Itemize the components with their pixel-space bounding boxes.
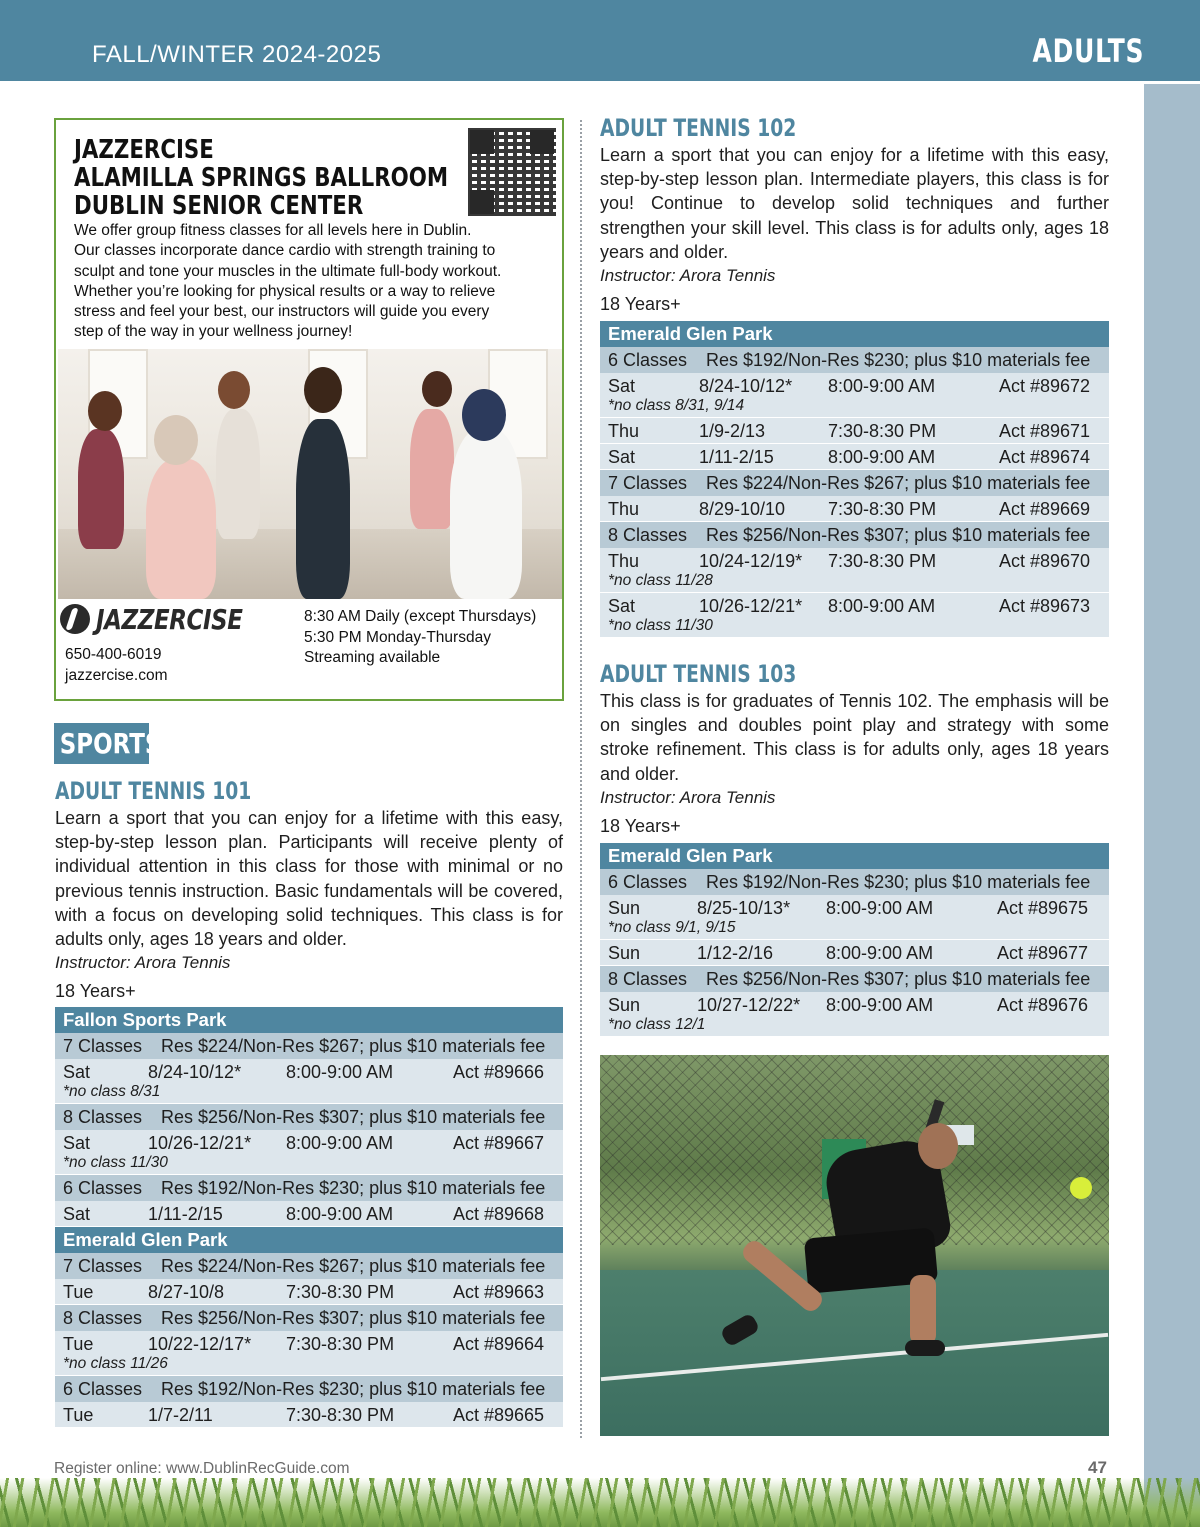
class-day: Sat xyxy=(608,447,636,467)
fee-text: Res $224/Non-Res $267; plus $10 materials fee xyxy=(161,1256,546,1276)
class-day: Sat xyxy=(63,1133,91,1153)
fee-row xyxy=(55,1376,563,1402)
season-label: FALL/WINTER 2024-2025 xyxy=(92,41,382,68)
class-dates: 1/11-2/15 xyxy=(699,447,774,467)
class-day: Tue xyxy=(63,1282,94,1302)
ad-phone: 650-400-6019 xyxy=(65,646,162,663)
class-count: 8 Classes xyxy=(608,525,688,545)
class-time: 8:00-9:00 AM xyxy=(286,1204,394,1224)
schedule-row xyxy=(600,940,1109,966)
section-label: ADULTS xyxy=(1032,32,1144,70)
class-count: 7 Classes xyxy=(608,473,688,493)
activity-number: Act #89676 xyxy=(997,995,1089,1015)
no-class-note: *no class 11/26 xyxy=(63,1355,168,1372)
jazzercise-swoosh-icon xyxy=(60,604,90,634)
class-day: Sat xyxy=(608,376,636,396)
jazzercise-logo: JAZZERCISE xyxy=(60,602,260,636)
schedule-row xyxy=(55,1331,563,1376)
class-time: 7:30-8:30 PM xyxy=(286,1282,395,1302)
schedule-row xyxy=(600,992,1109,1037)
class-count: 6 Classes xyxy=(608,350,688,370)
fee-text: Res $224/Non-Res $267; plus $10 materials fee xyxy=(706,473,1091,493)
schedule-row xyxy=(600,496,1109,522)
ad-description: We offer group fitness classes for all levels here in Dublin. Our classes incorporate dance cardio with strength training to sculpt and tone your muscles in the ultimate full-body workout. Whether you’re looking for physical results or a way to relieve stress and feel your best, our instructors will guide you every step of the way in your wellness journey! xyxy=(74,222,502,341)
fee-text: Res $192/Non-Res $230; plus $10 materials fee xyxy=(706,350,1091,370)
class-day: Sun xyxy=(608,995,641,1015)
activity-number: Act #89673 xyxy=(999,596,1091,616)
activity-number: Act #89677 xyxy=(997,943,1089,963)
class-time: 7:30-8:30 PM xyxy=(828,421,937,441)
park-header: Fallon Sports Park xyxy=(55,1007,563,1033)
class-dates: 8/27-10/8 xyxy=(148,1282,225,1302)
activity-number: Act #89667 xyxy=(453,1133,545,1153)
fee-text: Res $256/Non-Res $307; plus $10 materials fee xyxy=(706,525,1091,545)
register-online-link[interactable]: Register online: www.DublinRecGuide.com xyxy=(54,1460,350,1477)
no-class-note: *no class 12/1 xyxy=(608,1016,706,1033)
jazzercise-ad xyxy=(54,118,564,701)
tennis-103-age: 18 Years+ xyxy=(600,816,681,836)
fee-row xyxy=(600,470,1109,496)
class-time: 8:00-9:00 AM xyxy=(826,943,934,963)
class-dates: 10/22-12/17* xyxy=(148,1334,252,1354)
schedule-row xyxy=(600,548,1109,593)
fee-row xyxy=(55,1033,563,1059)
page-number: 47 xyxy=(1088,1458,1107,1477)
class-time: 7:30-8:30 PM xyxy=(828,551,937,571)
fee-row xyxy=(55,1253,563,1279)
class-dates: 1/11-2/15 xyxy=(148,1204,223,1224)
class-time: 7:30-8:30 PM xyxy=(286,1334,395,1354)
class-time: 8:00-9:00 AM xyxy=(828,447,936,467)
class-dates: 10/24-12/19* xyxy=(699,551,803,571)
class-count: 6 Classes xyxy=(63,1178,143,1198)
no-class-note: *no class 11/30 xyxy=(608,617,713,634)
class-day: Thu xyxy=(608,421,640,441)
class-dates: 10/27-12/22* xyxy=(697,995,801,1015)
no-class-note: *no class 11/30 xyxy=(63,1154,168,1171)
schedule-row xyxy=(600,373,1109,418)
tennis-103-schedule xyxy=(600,843,1109,1037)
activity-number: Act #89675 xyxy=(997,898,1089,918)
tennis-102-description: Learn a sport that you can enjoy for a lifetime with this easy, step-by-step lesson plan. Intermediate players, this class is for you! Continue to develop solid techniques and further strengthen your skill level. This class is for adults only, ages 18 years and older. xyxy=(600,145,1109,262)
class-day: Thu xyxy=(608,499,640,519)
fee-row xyxy=(600,347,1109,373)
class-dates: 1/7-2/11 xyxy=(148,1405,213,1425)
class-time: 7:30-8:30 PM xyxy=(828,499,937,519)
fee-row xyxy=(55,1175,563,1201)
no-class-note: *no class 11/28 xyxy=(608,572,713,589)
schedule-row xyxy=(600,444,1109,470)
class-day: Sun xyxy=(608,898,641,918)
schedule-row xyxy=(600,593,1109,638)
class-day: Sat xyxy=(608,596,636,616)
ad-contact xyxy=(65,644,168,686)
ad-title: JAZZERCISE ALAMILLA SPRINGS BALLROOM DUBLIN SENIOR CENTER xyxy=(74,135,449,221)
class-dates: 1/9-2/13 xyxy=(699,421,766,441)
class-dates: 8/24-10/12* xyxy=(148,1062,242,1082)
qr-code[interactable] xyxy=(468,128,556,216)
class-count: 7 Classes xyxy=(63,1256,143,1276)
schedule-row xyxy=(600,895,1109,940)
class-day: Tue xyxy=(63,1405,94,1425)
activity-number: Act #89670 xyxy=(999,551,1091,571)
fee-row xyxy=(600,522,1109,548)
page-header xyxy=(0,0,1200,81)
class-dates: 8/25-10/13* xyxy=(697,898,791,918)
tennis-101-description: Learn a sport that you can enjoy for a lifetime with this easy, step-by-step lesson plan. Participants will receive plenty of individual attention in this class for those with minimal or no previous tennis instruction. Basic fundamentals will be covered, with a focus on developing solid techniques. This class is for adults only, ages 18 years and older. xyxy=(55,808,563,950)
class-count: 6 Classes xyxy=(608,872,688,892)
schedule-row xyxy=(55,1279,563,1305)
fee-row xyxy=(600,966,1109,992)
column-divider xyxy=(580,120,582,1438)
activity-number: Act #89664 xyxy=(453,1334,545,1354)
class-day: Sat xyxy=(63,1062,91,1082)
activity-number: Act #89665 xyxy=(453,1405,545,1425)
tennis-103-instructor: Instructor: Arora Tennis xyxy=(600,788,776,807)
class-time: 8:00-9:00 AM xyxy=(828,376,936,396)
tennis-103-description: This class is for graduates of Tennis 102. The emphasis will be on singles and doubles point play and strategy with some stroke refinement. This class is for adults only, ages 18 years and older. xyxy=(600,691,1109,784)
schedule-row xyxy=(600,418,1109,444)
class-time: 8:00-9:00 AM xyxy=(286,1133,394,1153)
fee-text: Res $192/Non-Res $230; plus $10 materials fee xyxy=(161,1178,546,1198)
tennis-103-title: ADULT TENNIS 103 xyxy=(600,660,797,688)
ad-website-link[interactable]: jazzercise.com xyxy=(65,667,168,684)
fee-text: Res $256/Non-Res $307; plus $10 materials fee xyxy=(706,969,1091,989)
tennis-102-schedule xyxy=(600,321,1109,638)
side-strip xyxy=(1144,84,1200,1527)
class-day: Thu xyxy=(608,551,640,571)
grass-border xyxy=(0,1478,1200,1527)
class-dates: 10/26-12/21* xyxy=(699,596,803,616)
class-day: Tue xyxy=(63,1334,94,1354)
class-count: 6 Classes xyxy=(63,1379,143,1399)
activity-number: Act #89668 xyxy=(453,1204,545,1224)
no-class-note: *no class 8/31 xyxy=(63,1083,161,1100)
tennis-101-schedule xyxy=(55,1007,563,1428)
tennis-player-photo xyxy=(600,1055,1109,1436)
sports-section-tag: SPORTS xyxy=(54,723,149,764)
fee-text: Res $224/Non-Res $267; plus $10 materials fee xyxy=(161,1036,546,1056)
activity-number: Act #89669 xyxy=(999,499,1091,519)
class-dates: 8/24-10/12* xyxy=(699,376,793,396)
tennis-102-age: 18 Years+ xyxy=(600,294,681,314)
class-dates: 1/12-2/16 xyxy=(697,943,774,963)
class-count: 7 Classes xyxy=(63,1036,143,1056)
class-dates: 10/26-12/21* xyxy=(148,1133,252,1153)
no-class-note: *no class 9/1, 9/15 xyxy=(608,919,736,936)
schedule-row xyxy=(55,1059,563,1104)
class-day: Sat xyxy=(63,1204,91,1224)
no-class-note: *no class 8/31, 9/14 xyxy=(608,397,745,414)
park-header: Emerald Glen Park xyxy=(55,1227,563,1253)
class-count: 8 Classes xyxy=(63,1308,143,1328)
tennis-101-age: 18 Years+ xyxy=(55,981,136,1001)
schedule-row xyxy=(55,1402,563,1428)
class-time: 8:00-9:00 AM xyxy=(826,898,934,918)
class-time: 8:00-9:00 AM xyxy=(828,596,936,616)
activity-number: Act #89674 xyxy=(999,447,1091,467)
dance-class-photo xyxy=(58,349,562,599)
class-time: 8:00-9:00 AM xyxy=(286,1062,394,1082)
tennis-102-instructor: Instructor: Arora Tennis xyxy=(600,266,776,285)
class-count: 8 Classes xyxy=(608,969,688,989)
schedule-row xyxy=(55,1130,563,1175)
fee-row xyxy=(600,869,1109,895)
activity-number: Act #89666 xyxy=(453,1062,545,1082)
fee-text: Res $256/Non-Res $307; plus $10 materials fee xyxy=(161,1107,546,1127)
ad-hours: 8:30 AM Daily (except Thursdays) 5:30 PM Monday-Thursday Streaming available xyxy=(304,608,537,666)
class-count: 8 Classes xyxy=(63,1107,143,1127)
tennis-102-title: ADULT TENNIS 102 xyxy=(600,114,797,142)
class-day: Sun xyxy=(608,943,641,963)
activity-number: Act #89663 xyxy=(453,1282,545,1302)
tennis-101-title: ADULT TENNIS 101 xyxy=(55,777,252,805)
fee-row xyxy=(55,1104,563,1130)
class-time: 8:00-9:00 AM xyxy=(826,995,934,1015)
schedule-row xyxy=(55,1201,563,1227)
fee-text: Res $192/Non-Res $230; plus $10 materials fee xyxy=(706,872,1091,892)
activity-number: Act #89672 xyxy=(999,376,1091,396)
fee-text: Res $192/Non-Res $230; plus $10 materials fee xyxy=(161,1379,546,1399)
park-header: Emerald Glen Park xyxy=(600,843,1109,869)
fee-text: Res $256/Non-Res $307; plus $10 materials fee xyxy=(161,1308,546,1328)
park-header: Emerald Glen Park xyxy=(600,321,1109,347)
tennis-101-instructor: Instructor: Arora Tennis xyxy=(55,953,231,972)
fee-row xyxy=(55,1305,563,1331)
activity-number: Act #89671 xyxy=(999,421,1091,441)
class-time: 7:30-8:30 PM xyxy=(286,1405,395,1425)
class-dates: 8/29-10/10 xyxy=(699,499,786,519)
